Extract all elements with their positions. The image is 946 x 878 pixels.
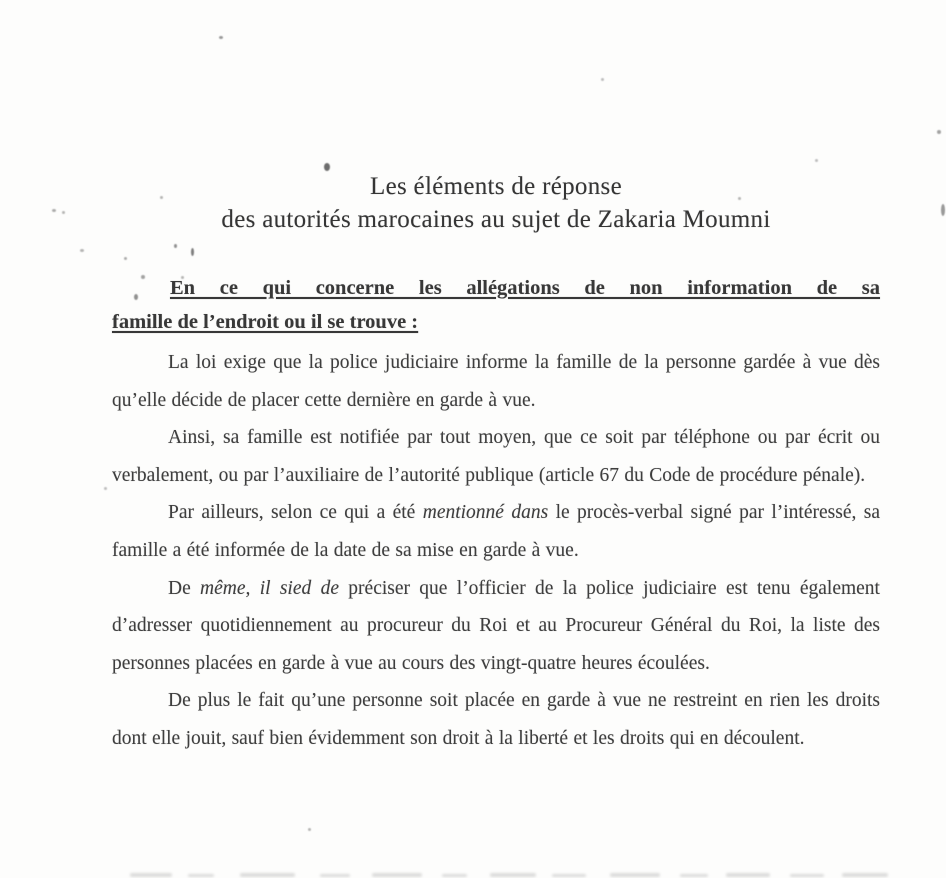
ink-speck (937, 130, 941, 134)
document-title (112, 170, 880, 236)
body-paragraph (112, 570, 880, 683)
ink-speck (104, 487, 107, 490)
title-line-1: Les éléments de réponse (370, 173, 622, 200)
paragraph-segment: le procès-verbal signé par l’intéressé, sa famille a été informée de la date de sa mise en garde à vue. (112, 502, 880, 561)
paragraph-segment-italic: mentionné dans (422, 502, 549, 524)
cutoff-line-fragment (372, 873, 422, 877)
ink-speck (52, 209, 56, 212)
ink-speck (141, 275, 145, 279)
ink-speck (219, 36, 223, 39)
cutoff-line-fragment (442, 874, 467, 877)
cutoff-line-fragment (790, 874, 824, 877)
ink-speck (174, 244, 177, 248)
section-heading (112, 272, 880, 339)
cutoff-line-fragment (240, 873, 295, 877)
cutoff-line-fragment (130, 873, 172, 877)
document-body (112, 344, 880, 758)
paragraph-segment: De (168, 577, 201, 599)
body-paragraph (112, 344, 880, 419)
paragraph-segment: De plus le fait qu’une personne soit placée en garde à vue ne restreint en rien les droits dont elle jouit, sauf bien évidemment son droit à la liberté et les droits qui en découlent. (112, 690, 880, 749)
cutoff-line-fragment (188, 874, 214, 877)
ink-speck (601, 78, 604, 81)
cutoff-line-fragment (552, 874, 586, 877)
body-paragraph (112, 419, 880, 494)
cutoff-line-fragment (490, 873, 536, 877)
body-paragraph (112, 494, 880, 569)
paragraph-segment: Par ailleurs, selon ce qui a été (168, 502, 423, 524)
cutoff-line-fragment (726, 873, 770, 877)
ink-speck (308, 828, 311, 831)
cutoff-line-fragment (842, 873, 888, 877)
paragraph-segment: préciser que l’officier de la police judiciaire est tenu également d’adresser quotidiennement au procureur du Roi et au Procureur Général du Roi, la liste des personnes placées en garde à vue au cours des vingt-quatre heures écoulées. (112, 577, 880, 674)
body-paragraph (112, 682, 880, 757)
section-heading-line-2: famille de l’endroit ou il se trouve : (112, 310, 419, 333)
cutoff-line-fragment (320, 874, 350, 877)
ink-speck (181, 276, 184, 279)
paragraph-segment: Ainsi, sa famille est notifiée par tout moyen, que ce soit par téléphone ou par écrit ou verbalement, ou par l’auxiliaire de l’autorité publique (article 67 du Code de procédure pénale). (112, 427, 880, 486)
ink-speck (134, 294, 138, 300)
ink-speck (324, 163, 330, 171)
ink-speck (191, 248, 194, 256)
ink-speck (124, 257, 127, 260)
paragraph-segment-italic: même, il sied de (200, 577, 339, 599)
ink-speck (738, 197, 741, 200)
ink-speck (815, 159, 818, 162)
ink-speck (625, 592, 628, 595)
ink-speck (80, 249, 84, 252)
ink-speck (62, 211, 65, 214)
paragraph-segment: La loi exige que la police judiciaire informe la famille de la personne gardée à vue dès qu’elle décide de placer cette dernière en garde à vue. (112, 352, 880, 411)
ink-speck (160, 196, 163, 199)
ink-speck (941, 204, 945, 216)
section-heading-line-1: En ce qui concerne les allégations de non information de sa (170, 277, 880, 299)
title-line-2: des autorités marocaines au sujet de Zakaria Moumni (221, 206, 771, 233)
cutoff-line-fragment (610, 873, 660, 877)
cutoff-line-fragment (680, 874, 708, 877)
